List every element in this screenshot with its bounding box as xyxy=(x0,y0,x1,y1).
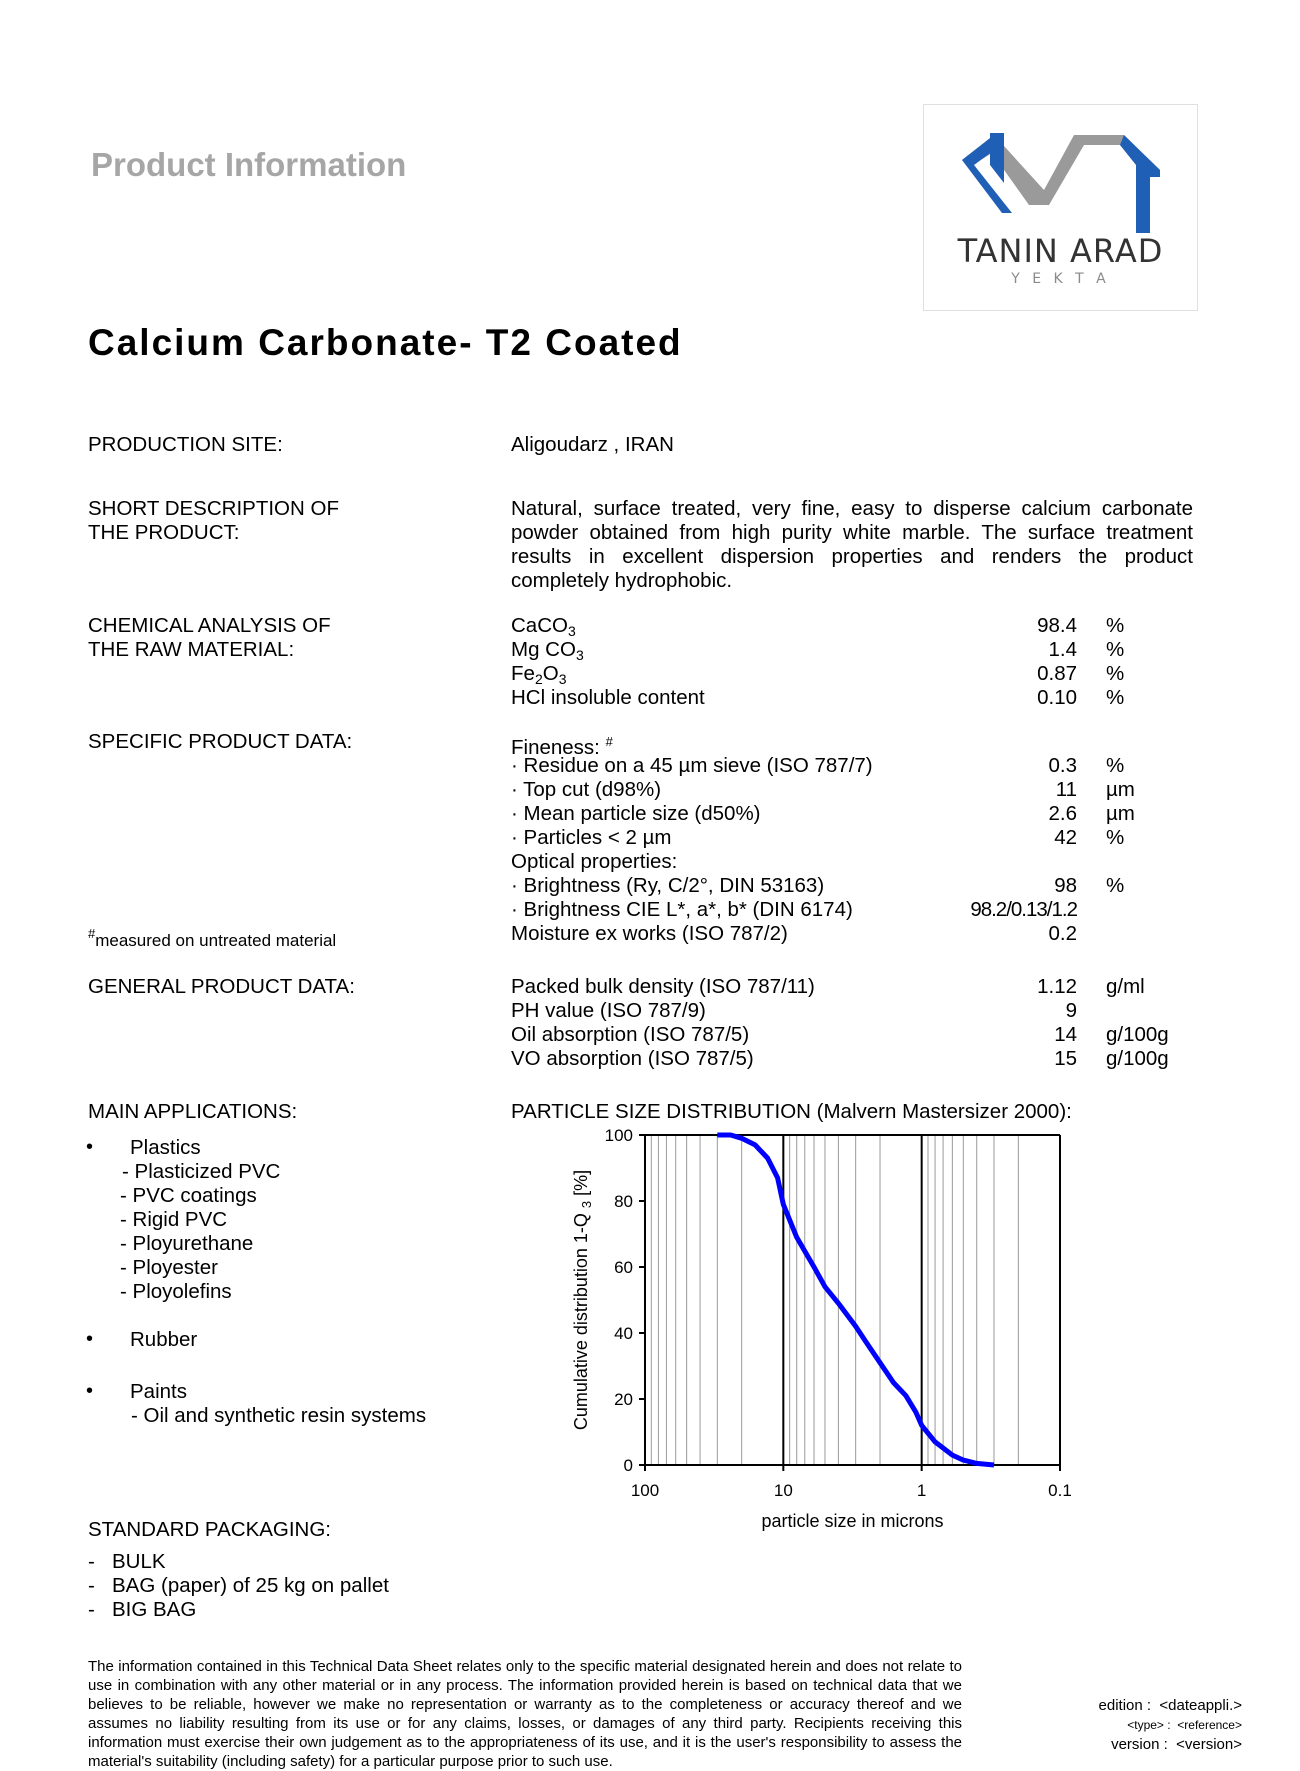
chem-unit-mgco3: % xyxy=(1106,638,1125,661)
packaging-item: - BULK xyxy=(88,1550,166,1573)
app-item: - Ployolefins xyxy=(120,1280,232,1303)
spec-value-particles: 42 xyxy=(1054,826,1077,849)
spec-name-brightness: · Brightness (Ry, C/2°, DIN 53163) xyxy=(511,874,825,897)
app-item: - Plasticized PVC xyxy=(122,1160,281,1183)
gen-unit-oil: g/100g xyxy=(1106,1023,1169,1046)
spec-name-topcut: · Top cut (d98%) xyxy=(511,778,662,801)
product-title: Calcium Carbonate- T2 Coated xyxy=(88,322,683,363)
y-tick-label: 0 xyxy=(623,1456,633,1475)
app-item: - PVC coatings xyxy=(120,1184,257,1207)
optical-label: Optical properties: xyxy=(511,850,678,873)
spec-value-cie: 98.2/0.13/1.2 xyxy=(970,898,1077,921)
short-description-text: Natural, surface treated, very fine, easy to disperse calcium carbonate powder obtained from high purity white marble. The surface treatment results in excellent dispersion properties and renders the product completely hydrophobic. xyxy=(511,497,1193,592)
spec-value-brightness: 98 xyxy=(1054,874,1077,897)
gen-value-ph: 9 xyxy=(1065,999,1077,1022)
spec-name-particles: · Particles < 2 µm xyxy=(511,826,672,849)
app-item: - Ployurethane xyxy=(120,1232,254,1255)
chem-value-mgco3: 1.4 xyxy=(1048,638,1077,661)
production-site-label: PRODUCTION SITE: xyxy=(88,433,283,456)
spec-name-cie: · Brightness CIE L*, a*, b* (DIN 6174) xyxy=(511,898,853,921)
chart-ylabel: Cumulative distribution 1-Q $_3$ [%] xyxy=(571,1169,594,1431)
fineness-label: Fineness: # xyxy=(511,734,613,759)
app-group-rubber: Rubber xyxy=(130,1328,198,1351)
chem-name-mgco3: Mg $CO_3$ xyxy=(511,638,584,663)
company-logo xyxy=(923,104,1198,311)
y-tick-label: 40 xyxy=(614,1324,633,1343)
spec-name-mean: · Mean particle size (d50%) xyxy=(511,802,761,825)
chem-name-fe2o3: $Fe_2O_3$ xyxy=(511,662,567,687)
gen-name-oil: Oil absorption (ISO 787/5) xyxy=(511,1023,750,1046)
spec-name-moisture: Moisture ex works (ISO 787/2) xyxy=(511,922,788,945)
app-item: - Ployester xyxy=(120,1256,218,1279)
production-site-value: Aligoudarz , IRAN xyxy=(511,433,674,456)
bullet-icon: • xyxy=(86,1380,94,1402)
spec-unit-particles: % xyxy=(1106,826,1125,849)
chart-xlabel: particle size in microns xyxy=(761,1511,944,1531)
chem-value-hcl: 0.10 xyxy=(1037,686,1077,709)
spec-unit-brightness: % xyxy=(1106,874,1125,897)
disclaimer: The information contained in this Technical Data Sheet relates only to the specific material designated herein and does not relate to use in combination with any other material or in any process. The information provided herein is based on technical data that we believes to be reliable, however we make no representation or warranty as to the completeness or accuracy thereof and we assumes no liability resulting from its use or for any claims, losses, or damages of any third party. Recipients receiving this information must exercise their own judgement as to the appropriateness of its use, and it is the user's responsibility to assess the material's suitability (including safety) for a particular purpose prior to such use. xyxy=(88,1658,962,1770)
gen-value-vo: 15 xyxy=(1054,1047,1077,1070)
gen-name-ph: PH value (ISO 787/9) xyxy=(511,999,706,1022)
packaging-item: - BAG (paper) of 25 kg on pallet xyxy=(88,1574,389,1597)
gen-name-density: Packed bulk density (ISO 787/11) xyxy=(511,975,815,998)
bullet-icon: • xyxy=(86,1328,94,1350)
gen-unit-density: g/ml xyxy=(1106,975,1145,998)
chem-unit-fe2o3: % xyxy=(1106,662,1125,685)
spec-unit-mean: µm xyxy=(1106,802,1135,825)
logo-name: TANIN ARAD xyxy=(957,232,1164,270)
spec-value-residue: 0.3 xyxy=(1048,754,1077,777)
x-tick-label: 10 xyxy=(773,1481,793,1500)
app-item: - Rigid PVC xyxy=(120,1208,228,1231)
x-tick-label: 0.1 xyxy=(1048,1481,1072,1500)
x-tick-label: 100 xyxy=(630,1481,660,1500)
version-line: version : <version> xyxy=(1111,1736,1242,1753)
spec-name-residue: · Residue on a 45 µm sieve (ISO 787/7) xyxy=(511,754,873,777)
packaging-item: - BIG BAG xyxy=(88,1598,197,1621)
app-group-plastics: Plastics xyxy=(130,1136,201,1159)
logo-subtitle: Y E K T A xyxy=(1011,271,1110,287)
chem-name-caco3: CaCO$_3$ xyxy=(511,614,576,639)
chem-value-caco3: 98.4 xyxy=(1037,614,1077,637)
gen-name-vo: VO absorption (ISO 787/5) xyxy=(511,1047,754,1070)
y-tick-label: 80 xyxy=(614,1192,633,1211)
gen-unit-vo: g/100g xyxy=(1106,1047,1169,1070)
gen-value-density: 1.12 xyxy=(1037,975,1077,998)
applications-label: MAIN APPLICATIONS: xyxy=(88,1100,298,1123)
chem-name-hcl: HCl insoluble content xyxy=(511,686,705,709)
specific-data-label: SPECIFIC PRODUCT DATA: xyxy=(88,730,353,753)
spec-value-moisture: 0.2 xyxy=(1048,922,1077,945)
general-data-label: GENERAL PRODUCT DATA: xyxy=(88,975,355,998)
y-tick-label: 20 xyxy=(614,1390,633,1409)
chem-unit-hcl: % xyxy=(1106,686,1125,709)
chart-title: PARTICLE SIZE DISTRIBUTION (Malvern Mastersizer 2000): xyxy=(511,1100,1072,1123)
y-tick-label: 60 xyxy=(614,1258,633,1277)
footnote: #measured on untreated material xyxy=(88,926,337,950)
header-title: Product Information xyxy=(91,146,407,183)
short-description-label: SHORT DESCRIPTION OF THE PRODUCT: xyxy=(88,497,339,544)
packaging-label: STANDARD PACKAGING: xyxy=(88,1518,331,1541)
chem-unit-caco3: % xyxy=(1106,614,1125,637)
spec-value-mean: 2.6 xyxy=(1048,802,1077,825)
particle-size-chart xyxy=(560,1125,1100,1545)
x-tick-label: 1 xyxy=(916,1481,927,1500)
spec-unit-topcut: µm xyxy=(1106,778,1135,801)
chemical-analysis-label: CHEMICAL ANALYSIS OF THE RAW MATERIAL: xyxy=(88,614,331,661)
gen-value-oil: 14 xyxy=(1054,1023,1077,1046)
spec-unit-residue: % xyxy=(1106,754,1125,777)
spec-value-topcut: 11 xyxy=(1055,778,1077,801)
y-tick-label: 100 xyxy=(604,1126,633,1145)
edition-line: edition : <dateappli.> xyxy=(1098,1697,1242,1714)
chem-value-fe2o3: 0.87 xyxy=(1037,662,1077,685)
app-item: - Oil and synthetic resin systems xyxy=(131,1404,427,1427)
type-line: <type> : <reference> xyxy=(1127,1718,1242,1732)
app-group-paints: Paints xyxy=(130,1380,187,1403)
bullet-icon: • xyxy=(86,1136,94,1158)
